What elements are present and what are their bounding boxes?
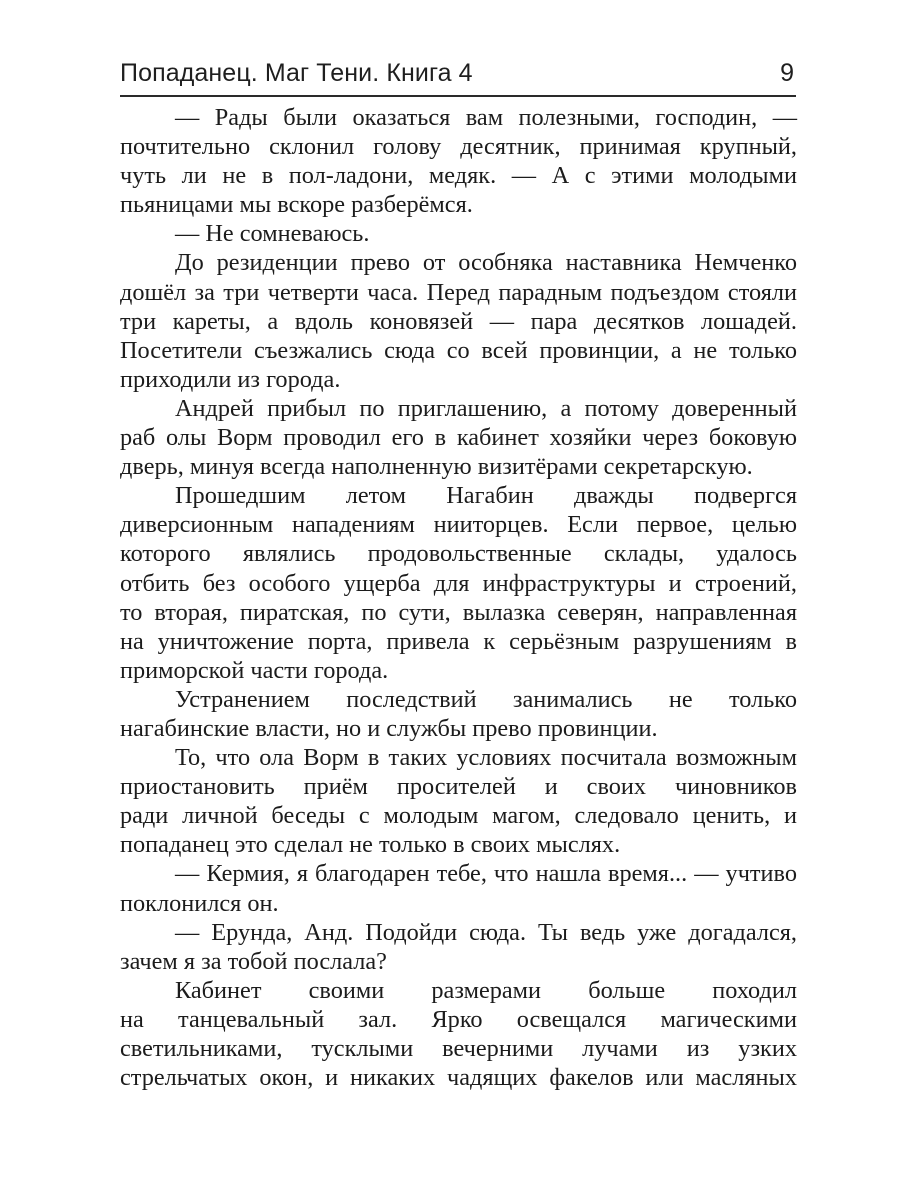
running-header: [120, 55, 796, 97]
text-line: Кабинет своими размерами больше походил: [175, 976, 797, 1004]
text-line: отбить без особого ущерба для инфраструктуры и строений,: [120, 569, 797, 597]
text-line: зачем я за тобой послала?: [120, 947, 387, 975]
text-line: раб олы Ворм проводил его в кабинет хозяйки через боковую: [120, 424, 797, 452]
text-line: то вторая, пиратская, по сути, вылазка северян, направленная: [120, 598, 797, 626]
paragraph: [120, 394, 797, 481]
text-line: на уничтожение порта, привела к серьёзным разрушениям в: [120, 627, 797, 655]
text-line: приостановить приём просителей и своих чиновников: [120, 773, 797, 801]
paragraph: [120, 859, 797, 917]
text-line: которого являлись продовольственные склады, удалось: [120, 540, 797, 568]
text-line: светильниками, тусклыми вечерними лучами из узких: [120, 1035, 797, 1062]
text-line: дверь, минуя всегда наполненную визитёрами секретарскую.: [120, 453, 753, 481]
text-line: То, что ола Ворм в таких условиях посчитала возможным: [175, 744, 797, 772]
text-line: три кареты, а вдоль коновязей — пара десятков лошадей.: [120, 307, 797, 335]
page-number: 9: [780, 59, 794, 87]
text-line: попаданец это сделал не только в своих мыслях.: [120, 831, 621, 859]
text-line: чуть ли не в пол-ладони, медяк. — А с этими молодыми: [120, 162, 797, 190]
text-line: стрельчатых окон, и никаких чадящих факелов или масляных: [120, 1064, 797, 1092]
text-line: ради личной беседы с молодым магом, следовало ценить, и: [120, 802, 797, 830]
text-line: Прошедшим летом Нагабин дважды подвергся: [175, 482, 797, 510]
paragraph: [120, 103, 797, 219]
text-line: на танцевальный зал. Ярко освещался магическими: [120, 1005, 797, 1033]
text-line: приходили из города.: [120, 365, 341, 393]
text-line: нагабинские власти, но и службы прево провинции.: [120, 714, 658, 742]
text-line: Андрей прибыл по приглашению, а потому доверенный: [175, 394, 797, 422]
paragraph: [120, 248, 797, 393]
text-line: Посетители съезжались сюда со всей провинции, а не только: [120, 336, 797, 364]
text-line: поклонился он.: [120, 889, 279, 917]
text-line: — Кермия, я благодарен тебе, что нашла время... — учтиво: [175, 860, 797, 888]
text-line: диверсионным нападениям нииторцев. Если первое, целью: [120, 511, 797, 539]
text-line: — Рады были оказаться вам полезными, господин, —: [175, 104, 797, 131]
paragraph: [120, 219, 797, 248]
paragraph: [120, 976, 797, 1092]
paragraph: [120, 481, 797, 685]
running-title: Попаданец. Маг Тени. Книга 4: [120, 59, 473, 87]
paragraph: [120, 685, 797, 743]
text-line: пьяницами мы вскоре разберёмся.: [120, 191, 473, 219]
text-line: Устранением последствий занимались не только: [175, 685, 797, 713]
text-line: До резиденции прево от особняка наставника Немченко: [175, 249, 797, 277]
text-line: — Ерунда, Анд. Подойди сюда. Ты ведь уже догадался,: [175, 918, 797, 946]
text-line: — Не сомневаюсь.: [175, 220, 370, 248]
body-text: [120, 103, 797, 1092]
paragraph: [120, 743, 797, 859]
paragraph: [120, 918, 797, 976]
text-line: почтительно склонил голову десятник, принимая крупный,: [120, 133, 797, 161]
text-line: приморской части города.: [120, 656, 389, 684]
text-line: дошёл за три четверти часа. Перед парадным подъездом стояли: [120, 278, 797, 306]
